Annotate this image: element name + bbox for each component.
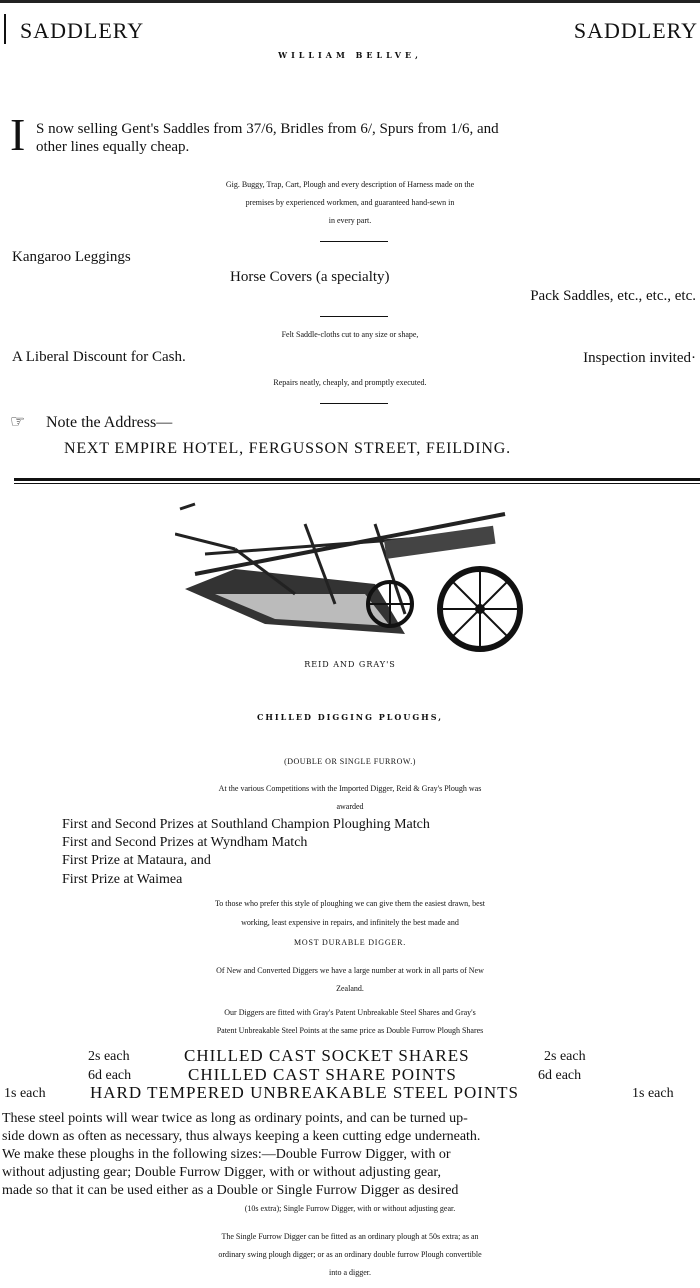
chilled-ploughs-title: CHILLED DIGGING PLOUGHS, [256,712,443,722]
harness-line-3: in every part. [328,216,372,225]
top-border [0,0,700,3]
pack-saddles: Pack Saddles, etc., etc., etc. [530,288,696,304]
new-diggers-line-2: Zealand. [336,984,364,993]
price-left: 2s each [88,1049,130,1064]
steel-points-line: These steel points will wear twice as long as ordinary points, and can be turned up- [2,1111,468,1126]
prize-item: First and Second Prizes at Southland Champion Ploughing Match [62,817,430,832]
divider [320,241,388,242]
single-furrow-line: ordinary swing plough digger; or as an ordinary double furrow Plough convertible [218,1250,482,1259]
prize-item: First and Second Prizes at Wyndham Match [62,835,308,850]
steel-points-line: side down as often as necessary, thus always keeping a keen cutting edge underneath. [2,1129,481,1144]
divider [320,403,388,404]
price-left: 6d each [88,1068,132,1083]
left-border [4,14,6,44]
inspection-text: Inspection invited· [583,350,696,366]
most-durable-digger: MOST DURABLE DIGGER. [293,938,407,947]
repairs-text: Repairs neatly, cheaply, and promptly executed. [273,378,427,387]
pointing-hand-icon: ☞ [10,412,26,431]
fitted-line-2: Patent Unbreakable Steel Points at the same price as Double Furrow Plough Shares [216,1026,484,1035]
steel-points-line: without adjusting gear; Double Furrow Digger, with or without adjusting gear, [2,1165,442,1180]
preference-line-1: To those who prefer this style of ploughing we can give them the easiest drawn, best [214,899,486,908]
header-left: SADDLERY [20,18,145,43]
address-text: NEXT EMPIRE HOTEL, FERGUSSON STREET, FEILDING. [64,440,511,457]
price-right: 1s each [632,1086,674,1101]
competition-line-2: awarded [336,802,364,811]
reid-gray-title: REID AND GRAY'S [304,660,396,669]
furrow-note: (DOUBLE OR SINGLE FURROW.) [284,757,416,766]
harness-line-1: Gig. Buggy, Trap, Cart, Plough and every description of Harness made on the [225,180,475,189]
new-diggers-line-1: Of New and Converted Diggers we have a large number at work in all parts of New [216,966,484,975]
prize-item: First Prize at Mataura, and [62,853,211,868]
plough-illustration [175,494,530,654]
price-item: CHILLED CAST SHARE POINTS [188,1065,457,1084]
note-address-label: Note the Address— [46,414,173,431]
horse-covers: Horse Covers (a specialty) [230,269,390,285]
price-right: 6d each [538,1068,582,1083]
price-item: CHILLED CAST SOCKET SHARES [184,1046,470,1065]
drop-cap: I [10,109,26,160]
discount-text: A Liberal Discount for Cash. [12,349,186,365]
single-furrow-line: into a digger. [329,1268,371,1277]
intro-line-1: S now selling Gent's Saddles from 37/6, Bridles from 6/, Spurs from 1/6, and [36,121,499,137]
competition-line-1: At the various Competitions with the Imported Digger, Reid & Gray's Plough was [218,784,482,793]
harness-line-2: premises by experienced workmen, and guaranteed hand-sewn in [245,198,455,207]
felt-saddle-cloths: Felt Saddle-cloths cut to any size or shape, [281,330,419,339]
section-divider [14,478,700,481]
price-item: HARD TEMPERED UNBREAKABLE STEEL POINTS [90,1083,520,1102]
intro-line-2: other lines equally cheap. [36,139,190,155]
preference-line-2: working, least expensive in repairs, and infinitely the best made and [241,918,459,927]
section-divider-thin [14,483,700,484]
prize-item: First Prize at Waimea [62,872,183,887]
steel-points-line: made so that it can be used either as a Double or Single Furrow Digger as desired [2,1183,459,1198]
divider [320,316,388,317]
steel-points-line: (10s extra); Single Furrow Digger, with or without adjusting gear. [244,1204,456,1213]
fitted-line-1: Our Diggers are fitted with Gray's Patent Unbreakable Steel Shares and Gray's [224,1008,476,1017]
price-right: 2s each [544,1049,586,1064]
single-furrow-line: The Single Furrow Digger can be fitted as an ordinary plough at 50s extra; as an [221,1232,479,1241]
header-right: SADDLERY [573,18,698,43]
advertiser-name: WILLIAM BELLVE, [278,49,422,61]
steel-points-line: We make these ploughs in the following sizes:—Double Furrow Digger, with or [2,1147,451,1162]
price-left: 1s each [4,1086,46,1101]
kangaroo-leggings: Kangaroo Leggings [12,249,131,265]
